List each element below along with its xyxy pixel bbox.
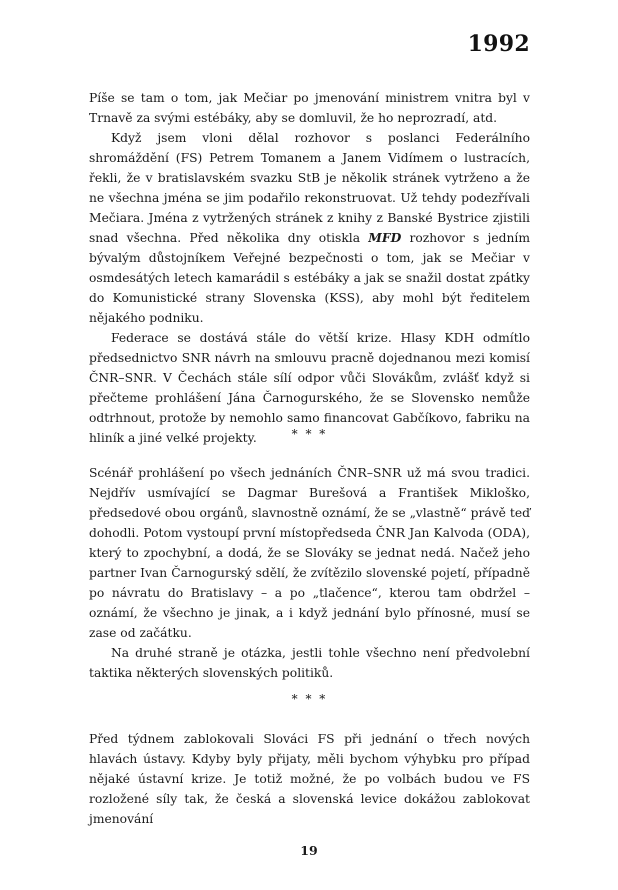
page-number: 19 [300,843,318,858]
running-header-year: 1992 [467,31,530,57]
section-separator: * * * [291,692,328,706]
paragraph-text: Na druhé straně je otázka, jestli tohle všechno není předvolební taktika některých slovenských politiků. [89,646,530,680]
paragraph-text: Před týdnem zablokovali Slováci FS při jednání o třech nových hlavách ústavy. Kdyby byly přijaty, měli bychom výhybku pro případ nějaké ústavní krize. Je totiž možné, že po volbách budou ve FS rozložené síly tak, že česká a slovenská levice dokážou zablokovat jmenování [89,732,530,826]
section-separator: * * * [291,427,328,441]
paragraph-text: Federace se dostává stále do větší krize. Hlasy KDH odmítlo předsednictvo SNR návrh na smlouvu pracně dojednanou mezi komisí ČNR–SNR. V Čechách stále sílí odpor vůči Slovákům, zvlášť když si přečteme prohlášení Jána Čarnogurského, že se Slovensko nemůže odtrhnout, protože by nemohlo samo financovat Gabčíkovo, fabriku na hliník a jiné velké projekty. [89,331,530,445]
paragraph [89,729,530,829]
paragraph-text: rozhovor s jedním bývalým důstojníkem Veřejné bezpečnosti o tom, jak se Mečiar v osmdesátých letech kamarádil s estébáky a jak se snažil dostat zpátky do Komunistické strany Slovenska (KSS), aby mohl být ředitelem nějakého podniku. [89,231,530,325]
paragraph-text: Píše se tam o tom, jak Mečiar po jmenování ministrem vnitra byl v Trnavě za svými estébáky, aby se domluvil, že ho neprozradí, atd. [89,91,530,125]
paragraph [89,88,530,128]
newspaper-title: MFD [368,230,402,245]
paragraph [89,128,530,328]
text-section-3 [89,729,530,829]
paragraph [89,463,530,643]
text-section-1 [89,88,530,448]
text-section-2 [89,463,530,683]
paragraph-text: Když jsem vloni dělal rozhovor s poslanci Federálního shromáždění (FS) Petrem Tomanem a Janem Vidímem o lustracích, řekli, že v bratislavském svazku StB je několik stránek vytrženo a že ne všechna jména se jim podařilo rekonstruovat. Už tehdy podezřívali Mečiara. Jména z vytržených stránek z knihy z Banské Bystrice zjistili snad všechna. Před několika dny otiskla [89,131,530,245]
paragraph-text: Scénář prohlášení po všech jednáních ČNR–SNR už má svou tradici. Nejdřív usmívající se Dagmar Burešová a František Mikloško, předsedové obou orgánů, slavnostně oznámí, že se „vlastně“ právě teď dohodli. Potom vystoupí první místopředseda ČNR Jan Kalvoda (ODA), který to zpochybní, a dodá, že se Slováky se jednat nedá. Načež jeho partner Ivan Čarnogurský sdělí, že zvítězilo slovenské pojetí, případně po návratu do Bratislavy – a po „tlačence“, kterou tam obdržel – oznámí, že všechno je jinak, a i když jednání bylo přínosné, musí se zase od začátku. [89,466,530,640]
paragraph [89,643,530,683]
